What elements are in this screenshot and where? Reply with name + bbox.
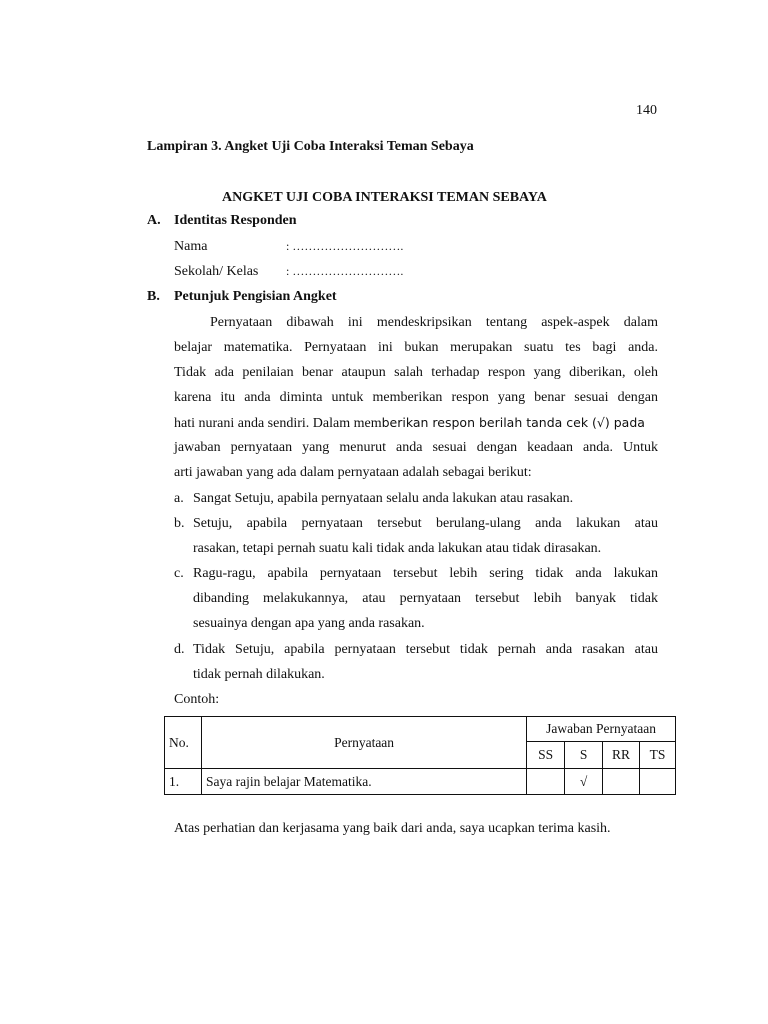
section-a-letter: A. [147,213,161,228]
form-title: ANGKET UJI COBA INTERAKSI TEMAN SEBAYA [222,190,547,205]
header-answer-ts: TS [640,742,676,769]
row-mark-ts [640,769,676,795]
instruction-line-5-sans: berikan respon berilah tanda cek (√) pada [381,415,645,430]
field-label-name: Nama [174,239,208,254]
instruction-line-2: belajar matematika. Pernyataan ini bukan merupakan suatu tes bagi anda. [174,340,658,355]
option-a-letter: a. [174,491,184,506]
section-b-title: Petunjuk Pengisian Angket [174,289,337,304]
option-b-line-1: Setuju, apabila pernyataan tersebut berulang-ulang anda lakukan atau [193,516,658,531]
instruction-line-4: karena itu anda diminta untuk memberikan respon yang benar sesuai dengan [174,390,658,405]
header-answer-group: Jawaban Pernyataan [527,717,676,742]
instruction-line-6: jawaban pernyataan yang menurut anda sesuai dengan keadaan anda. Untuk [174,440,658,455]
row-mark-rr [603,769,640,795]
row-mark-ss [527,769,565,795]
closing-text: Atas perhatian dan kerjasama yang baik dari anda, saya ucapkan terima kasih. [174,821,611,836]
field-value-school-class: : ………………………. [286,264,404,278]
header-no: No. [165,717,202,769]
field-value-name: : ………………………. [286,239,404,253]
option-d-letter: d. [174,642,185,657]
page-number: 140 [636,103,657,118]
option-c-line-1: Ragu-ragu, apabila pernyataan tersebut lebih sering tidak anda lakukan [193,566,658,581]
instruction-line-5 [174,415,645,432]
instruction-line-1: Pernyataan dibawah ini mendeskripsikan tentang aspek-aspek dalam [210,315,658,330]
option-c-line-2: dibanding melakukannya, atau pernyataan tersebut lebih banyak tidak [193,591,658,606]
option-d-line-2: tidak pernah dilakukan. [193,667,325,682]
instruction-line-3: Tidak ada penilaian benar ataupun salah terhadap respon yang diberikan, oleh [174,365,658,380]
option-c-letter: c. [174,566,184,581]
instruction-line-7: arti jawaban yang ada dalam pernyataan adalah sebagai berikut: [174,465,532,480]
option-d-line-1: Tidak Setuju, apabila pernyataan tersebut tidak pernah anda rasakan atau [193,642,658,657]
example-label: Contoh: [174,692,220,707]
header-answer-s: S [565,742,603,769]
appendix-title: Lampiran 3. Angket Uji Coba Interaksi Teman Sebaya [147,139,474,154]
row-mark-s: √ [565,769,603,795]
field-label-school-class: Sekolah/ Kelas [174,264,259,279]
option-b-letter: b. [174,516,185,531]
row-statement: Saya rajin belajar Matematika. [201,769,526,795]
option-b-line-2: rasakan, tetapi pernah suatu kali tidak anda lakukan atau tidak dirasakan. [193,541,602,556]
row-no: 1. [165,769,202,795]
section-b-letter: B. [147,289,160,304]
option-c-line-3: sesuainya dengan apa yang anda rasakan. [193,616,425,631]
table-row [165,769,676,795]
example-table [164,716,676,795]
header-statement: Pernyataan [201,717,526,769]
option-a-line-1: Sangat Setuju, apabila pernyataan selalu anda lakukan atau rasakan. [193,491,574,506]
section-a-title: Identitas Responden [174,213,297,228]
header-answer-ss: SS [527,742,565,769]
instruction-line-5-serif: hati nurani anda sendiri. Dalam mem [174,416,382,431]
header-answer-rr: RR [603,742,640,769]
